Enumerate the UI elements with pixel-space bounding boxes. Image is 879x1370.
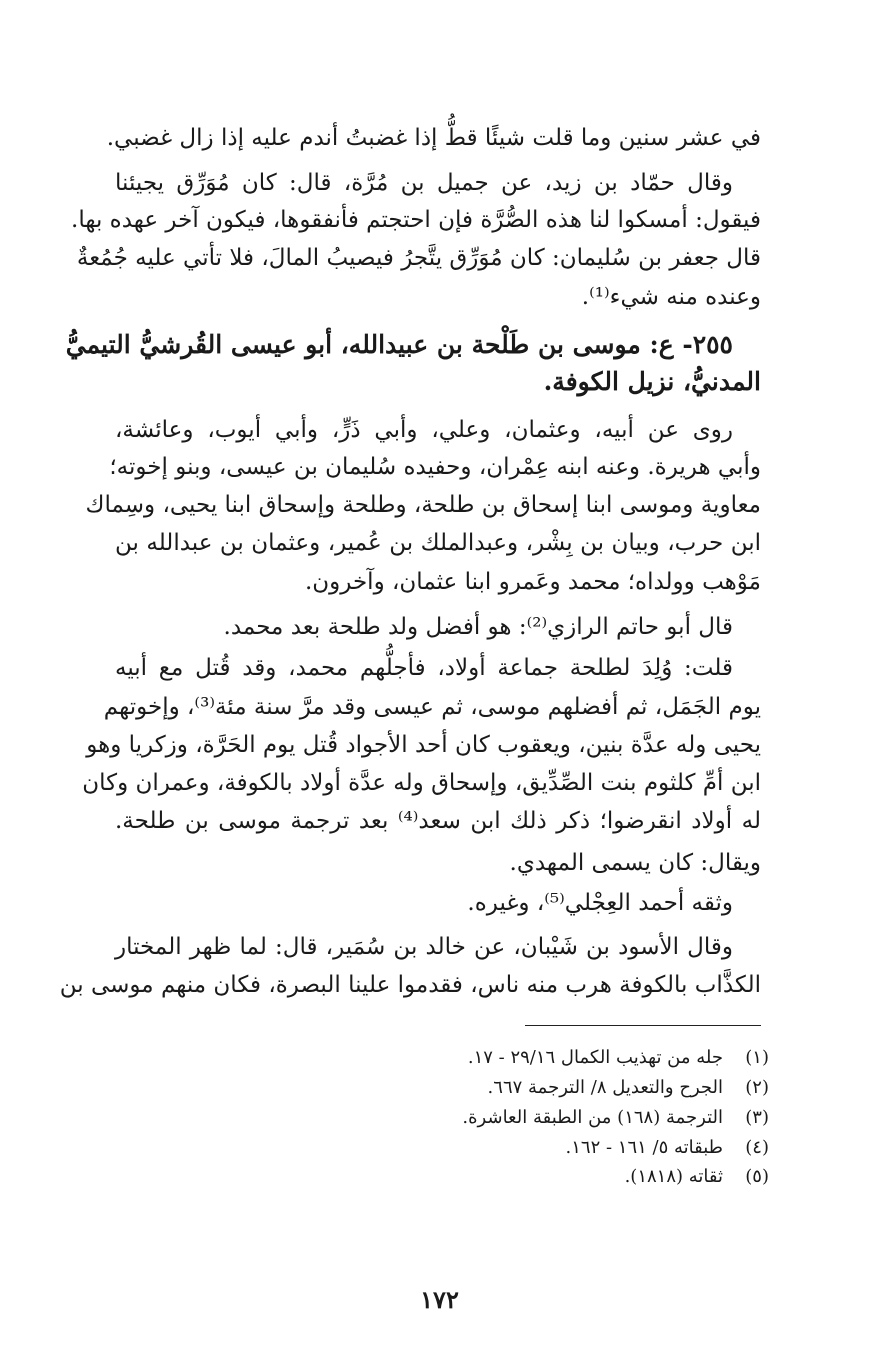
body-line: روى عن أبيه، وعثمان، وعلي، وأبي ذَرٍّ، وأبي أيوب، وعائشة، bbox=[115, 417, 733, 443]
body-line: في عشر سنين وما قلت شيئًا قطُّ إذا غضبتُ أندم عليه إذا زال غضبي. bbox=[106, 125, 761, 151]
page-number: ١٧٢ bbox=[420, 1285, 459, 1314]
footnote bbox=[625, 1164, 769, 1190]
footnote-text: ثقاته (١٨١٨). bbox=[624, 1166, 723, 1187]
body-line: ابن أمِّ كلثوم بنت الصِّدِّيق، وإسحاق وله عدَّة أولاد بالكوفة، وعمران وكان bbox=[82, 770, 761, 796]
footnote-number: (٢) bbox=[745, 1077, 769, 1098]
body-line: قال أبو حاتم الرازي⁽²⁾: هو أفضل ولد طلحة بعد محمد. bbox=[223, 614, 733, 640]
footnote-text: طبقاته ٥/ ١٦١ - ١٦٢. bbox=[565, 1137, 723, 1158]
body-line: فيقول: أمسكوا لنا هذه الصُّرَّة فإن احتجتم فأنفقوها، فيكون آخر عهده بها. bbox=[71, 207, 761, 233]
body-line: ويقال: كان يسمى المهدي. bbox=[509, 850, 761, 876]
footnote-number: (٣) bbox=[745, 1107, 769, 1128]
body-line: وقال الأسود بن شَيْبان، عن خالد بن سُمَير، قال: لما ظهر المختار bbox=[115, 934, 733, 960]
body-line: الكذَّاب بالكوفة هرب منه ناس، فقدموا علينا البصرة، فكان منهم موسى بن bbox=[59, 972, 761, 998]
body-line: معاوية وموسى ابنا إسحاق بن طلحة، وطلحة وإسحاق ابنا يحيى، وسِماك bbox=[85, 492, 761, 518]
body-line: مَوْهب وولداه؛ محمد وعَمرو ابنا عثمان، وآخرون. bbox=[304, 569, 761, 595]
body-line: يحيى وله عدَّة بنين، ويعقوب كان أحد الأجواد قُتل يوم الحَرَّة، وزكريا وهو bbox=[86, 732, 761, 758]
footnote bbox=[462, 1105, 769, 1131]
body-line: وثقه أحمد العِجْلي⁽⁵⁾، وغيره. bbox=[467, 890, 733, 916]
body-line: له أولاد انقرضوا؛ ذكر ذلك ابن سعد⁽⁴⁾ بعد ترجمة موسى بن طلحة. bbox=[115, 808, 761, 834]
footnote-separator bbox=[525, 1025, 761, 1026]
footnote-text: جله من تهذيب الكمال ٢٩/١٦ - ١٧. bbox=[467, 1047, 723, 1068]
entry-heading: المدنيُّ، نزيل الكوفة. bbox=[543, 367, 761, 396]
footnote bbox=[468, 1045, 769, 1071]
body-line: وعنده منه شيء⁽¹⁾. bbox=[581, 284, 761, 310]
body-line: قلت: وُلِدَ لطلحة جماعة أولاد، فأجلُّهم محمد، وقد قُتل مع أبيه bbox=[115, 655, 733, 681]
footnote-number: (١) bbox=[745, 1047, 769, 1068]
footnote-text: الجرح والتعديل ٨/ الترجمة ٦٦٧. bbox=[487, 1077, 723, 1098]
footnote bbox=[566, 1135, 770, 1161]
body-line: يوم الجَمَل، ثم أفضلهم موسى، ثم عيسى وقد مرَّ سنة مئة⁽³⁾، وإخوتهم bbox=[103, 694, 761, 720]
body-line: وقال حمّاد بن زيد، عن جميل بن مُرَّة، قال: كان مُوَرِّق يجيئنا bbox=[115, 170, 733, 196]
footnote-number: (٥) bbox=[745, 1166, 769, 1187]
footnote-number: (٤) bbox=[745, 1137, 769, 1158]
entry-heading: ٢٥٥- ع: موسى بن طَلْحة بن عبيدالله، أبو عيسى القُرشيُّ التيميُّ bbox=[65, 330, 733, 359]
body-line: ابن حرب، وبيان بن بِشْر، وعبدالملك بن عُمير، وعثمان بن عبدالله بن bbox=[115, 530, 761, 556]
footnote-text: الترجمة (١٦٨) من الطبقة العاشرة. bbox=[462, 1107, 723, 1128]
body-line: وأبي هريرة. وعنه ابنه عِمْران، وحفيده سُليمان بن عيسى، وبنو إخوته؛ bbox=[109, 454, 761, 480]
footnote bbox=[488, 1075, 769, 1101]
body-line: قال جعفر بن سُليمان: كان مُوَرِّق يتَّجرُ فيصيبُ المالَ، فلا تأتي عليه جُمُعةٌ bbox=[76, 245, 761, 271]
